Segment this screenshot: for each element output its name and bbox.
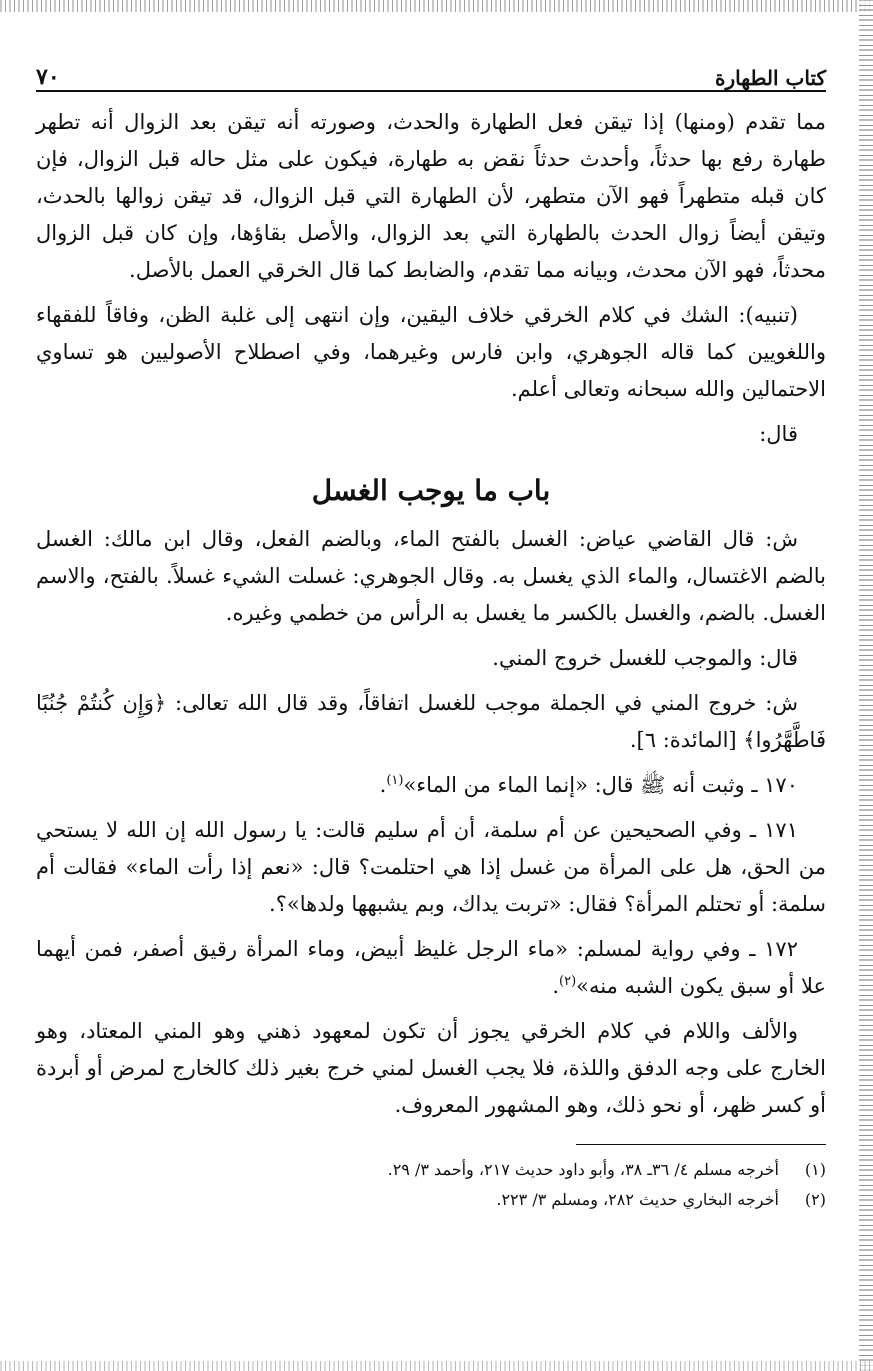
hadith-172 <box>36 931 826 1005</box>
decorative-border-top <box>0 0 873 12</box>
hadith-170-text: ١٧٠ ـ وثبت أنه ﷺ قال: «إنما الماء من الماء» <box>403 773 798 797</box>
footnote-ref-2: (٢) <box>559 974 577 989</box>
footnotes-separator <box>576 1144 826 1145</box>
hadith-172-text: ١٧٢ ـ وفي رواية لمسلم: «ماء الرجل غليظ أبيض، وماء المرأة رقيق أصفر، فمن أيهما علا أو سبق يكون الشبه منه» <box>36 937 826 998</box>
footnote-number: (١) <box>804 1160 826 1179</box>
book-page <box>36 52 826 1215</box>
paragraph-definition: ش: قال القاضي عياض: الغسل بالفتح الماء، وبالضم الفعل، وقال ابن مالك: الغسل بالضم الاغتسال، والماء الذي يغسل به. وقال الجوهري: غسلت الشيء غسلاً. بالفتح، والاسم الغسل. بالضم، والغسل بالكسر ما يغسل به الرأس من خطمي وغيره. <box>36 527 826 625</box>
hadith-171: ١٧١ ـ وفي الصحيحين عن أم سلمة، أن أم سليم قالت: يا رسول الله إن الله لا يستحي من الحق، هل على المرأة من غسل إذا هي احتلمت؟ قال: «نعم إذا رأت الماء» فقالت أم سلمة: أو تحتلم المرأة؟ فقال: «تربت يداك، وبم يشبهها ولدها»؟. <box>36 818 826 916</box>
footnote-1 <box>36 1155 826 1185</box>
paragraph-qal-mujib: قال: والموجب للغسل خروج المني. <box>492 646 798 670</box>
footnote-text: أخرجه مسلم ٤/ ٣٦ـ ٣٨، وأبو داود حديث ٢١٧، وأحمد ٣/ ٢٩. <box>387 1160 779 1179</box>
book-title: كتاب الطهارة <box>715 66 826 90</box>
paragraph-alif-lam: والألف واللام في كلام الخرقي يجوز أن تكون لمعهود ذهني وهو المني المعتاد، وهو الخارج على وجه الدفق واللذة، فلا يجب الغسل لمني خرج بغير ذلك كالخارج لمرض أو أبردة أو كسر ظهر، أو نحو ذلك، وهو المشهور المعروف. <box>36 1019 826 1117</box>
paragraph-qal: قال: <box>759 422 798 446</box>
decorative-border-right <box>859 0 873 1371</box>
footnote-number: (٢) <box>804 1190 826 1209</box>
footnote-text: أخرجه البخاري حديث ٢٨٢، ومسلم ٣/ ٢٢٣. <box>496 1190 779 1209</box>
section-title: باب ما يوجب الغسل <box>311 474 551 507</box>
paragraph-continuation: مما تقدم (ومنها) إذا تيقن فعل الطهارة والحدث، وصورته أنه تيقن بعد الزوال أنه تطهر طهارة رفع بها حدثاً، وأحدث حدثاً نقض به طهارة، فيكون على مثل حاله قبل الزوال، فإن كان قبله متطهراً فهو الآن متطهر، لأن الطهارة التي قبل الزوال، قد تيقن زوالها بالحدث، وتيقن أيضاً زوال الحدث بالطهارة التي بعد الزوال، والأصل بقاؤها، وإن كان قبل الزوال محدثاً، فهو الآن محدث، وبيانه مما تقدم، والضابط كما قال الخرقي العمل بالأصل. <box>36 110 826 282</box>
footnotes <box>36 1155 826 1215</box>
page-header <box>36 52 826 92</box>
footnote-2 <box>36 1185 826 1215</box>
paragraph-note: (تنبيه): الشك في كلام الخرقي خلاف اليقين، وإن انتهى إلى غلبة الظن، وفاقاً للفقهاء واللغويين كما قاله الجوهري، وابن فارس وغيرهما، وفي اصطلاح الأصوليين هو تساوي الاحتمالين والله سبحانه وتعالى أعلم. <box>36 303 826 401</box>
hadith-170-end: . <box>379 773 387 797</box>
hadith-172-end: . <box>552 974 560 998</box>
footnote-ref-1: (١) <box>386 773 404 788</box>
page-body <box>36 104 826 1124</box>
paragraph-quran-verse: ش: خروج المني في الجملة موجب للغسل اتفاقاً، وقد قال الله تعالى: ﴿وَإِن كُنتُمْ جُنُبًا فَاطَّهَّرُوا﴾ [المائدة: ٦]. <box>36 691 826 752</box>
decorative-border-bottom <box>0 1361 873 1371</box>
page-number: ٧٠ <box>36 64 60 90</box>
hadith-170 <box>36 767 826 804</box>
